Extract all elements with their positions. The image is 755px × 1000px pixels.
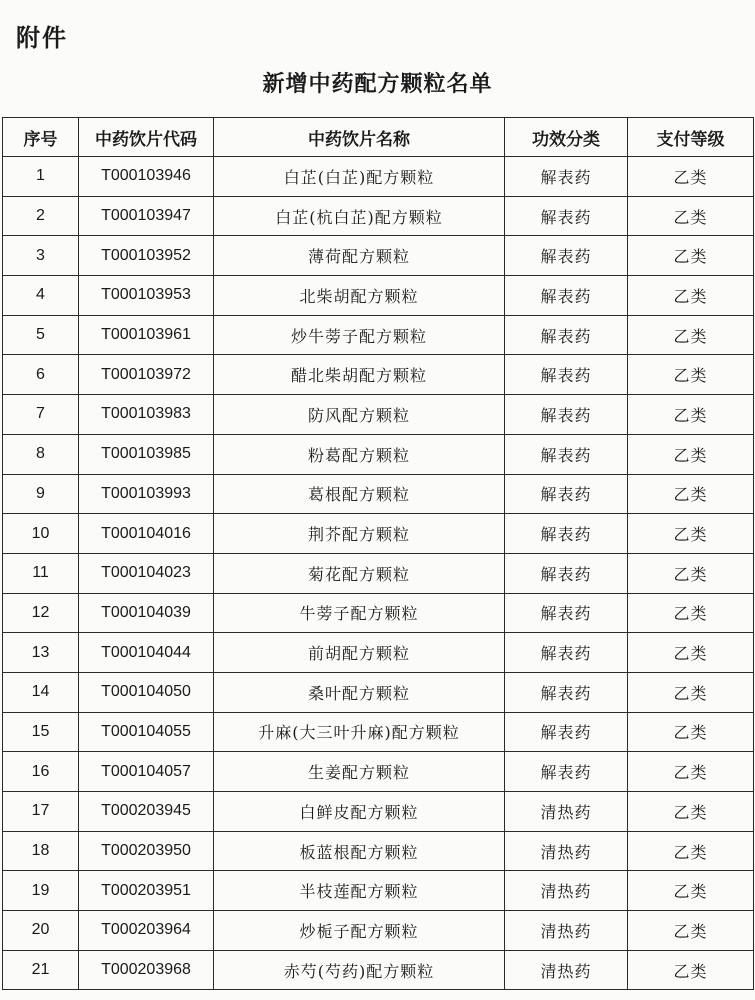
cell-grade: 乙类: [628, 553, 754, 593]
cell-grade: 乙类: [628, 474, 754, 514]
table-row: [3, 434, 754, 474]
cell-category: 解表药: [505, 236, 628, 276]
cell-seq: 4: [3, 276, 79, 316]
table-row: [3, 355, 754, 395]
cell-code: T000104016: [79, 514, 214, 554]
cell-code: T000103961: [79, 315, 214, 355]
cell-grade: 乙类: [628, 950, 754, 990]
cell-seq: 1: [3, 157, 79, 197]
cell-name: 醋北柴胡配方颗粒: [214, 355, 505, 395]
cell-category: 清热药: [505, 792, 628, 832]
table-row: [3, 315, 754, 355]
attachment-label: 附件: [16, 24, 68, 52]
cell-name: 葛根配方颗粒: [214, 474, 505, 514]
cell-seq: 16: [3, 752, 79, 792]
cell-code: T000104055: [79, 712, 214, 752]
cell-category: 解表药: [505, 712, 628, 752]
cell-grade: 乙类: [628, 276, 754, 316]
cell-seq: 13: [3, 633, 79, 673]
cell-code: T000104044: [79, 633, 214, 673]
table-body: [3, 157, 754, 990]
cell-grade: 乙类: [628, 792, 754, 832]
cell-grade: 乙类: [628, 593, 754, 633]
page-title: 新增中药配方颗粒名单: [262, 72, 493, 97]
cell-name: 薄荷配方颗粒: [214, 236, 505, 276]
cell-code: T000104057: [79, 752, 214, 792]
cell-code: T000203950: [79, 831, 214, 871]
cell-name: 白鲜皮配方颗粒: [214, 792, 505, 832]
table-row: [3, 672, 754, 712]
table-row: [3, 752, 754, 792]
cell-code: T000103947: [79, 196, 214, 236]
cell-category: 解表药: [505, 395, 628, 435]
cell-name: 白芷(杭白芷)配方颗粒: [214, 196, 505, 236]
cell-grade: 乙类: [628, 514, 754, 554]
granule-list-table: [2, 117, 754, 990]
cell-name: 牛蒡子配方颗粒: [214, 593, 505, 633]
table-row: [3, 514, 754, 554]
cell-name: 炒栀子配方颗粒: [214, 911, 505, 951]
table-row: [3, 236, 754, 276]
cell-name: 北柴胡配方颗粒: [214, 276, 505, 316]
cell-grade: 乙类: [628, 672, 754, 712]
table-row: [3, 474, 754, 514]
table-row: [3, 196, 754, 236]
cell-code: T000103983: [79, 395, 214, 435]
cell-seq: 6: [3, 355, 79, 395]
cell-code: T000103972: [79, 355, 214, 395]
cell-grade: 乙类: [628, 633, 754, 673]
cell-code: T000103952: [79, 236, 214, 276]
cell-category: 清热药: [505, 911, 628, 951]
cell-name: 白芷(白芷)配方颗粒: [214, 157, 505, 197]
cell-category: 解表药: [505, 434, 628, 474]
cell-grade: 乙类: [628, 395, 754, 435]
header-grade: 支付等级: [628, 118, 754, 157]
cell-category: 解表药: [505, 474, 628, 514]
cell-category: 解表药: [505, 593, 628, 633]
table-row: [3, 633, 754, 673]
cell-seq: 9: [3, 474, 79, 514]
table-row: [3, 712, 754, 752]
cell-grade: 乙类: [628, 315, 754, 355]
table-row: [3, 831, 754, 871]
table-row: [3, 157, 754, 197]
cell-category: 解表药: [505, 315, 628, 355]
cell-seq: 15: [3, 712, 79, 752]
cell-seq: 3: [3, 236, 79, 276]
cell-name: 板蓝根配方颗粒: [214, 831, 505, 871]
cell-code: T000103946: [79, 157, 214, 197]
cell-seq: 14: [3, 672, 79, 712]
cell-name: 粉葛配方颗粒: [214, 434, 505, 474]
cell-code: T000203968: [79, 950, 214, 990]
cell-grade: 乙类: [628, 831, 754, 871]
cell-category: 解表药: [505, 672, 628, 712]
cell-seq: 10: [3, 514, 79, 554]
table-row: [3, 395, 754, 435]
cell-name: 前胡配方颗粒: [214, 633, 505, 673]
cell-grade: 乙类: [628, 196, 754, 236]
cell-code: T000203964: [79, 911, 214, 951]
cell-code: T000203945: [79, 792, 214, 832]
cell-seq: 11: [3, 553, 79, 593]
table-row: [3, 911, 754, 951]
cell-category: 解表药: [505, 752, 628, 792]
cell-seq: 21: [3, 950, 79, 990]
cell-seq: 2: [3, 196, 79, 236]
cell-seq: 8: [3, 434, 79, 474]
cell-category: 解表药: [505, 553, 628, 593]
cell-seq: 5: [3, 315, 79, 355]
table-header-row: [3, 118, 754, 157]
cell-seq: 20: [3, 911, 79, 951]
cell-grade: 乙类: [628, 752, 754, 792]
header-category: 功效分类: [505, 118, 628, 157]
table-row: [3, 276, 754, 316]
cell-code: T000103985: [79, 434, 214, 474]
cell-code: T000203951: [79, 871, 214, 911]
cell-category: 解表药: [505, 276, 628, 316]
cell-grade: 乙类: [628, 236, 754, 276]
cell-name: 赤芍(芍药)配方颗粒: [214, 950, 505, 990]
cell-category: 解表药: [505, 196, 628, 236]
cell-category: 清热药: [505, 831, 628, 871]
cell-category: 解表药: [505, 355, 628, 395]
cell-seq: 7: [3, 395, 79, 435]
cell-category: 解表药: [505, 633, 628, 673]
cell-name: 桑叶配方颗粒: [214, 672, 505, 712]
cell-name: 防风配方颗粒: [214, 395, 505, 435]
cell-name: 荆芥配方颗粒: [214, 514, 505, 554]
cell-name: 炒牛蒡子配方颗粒: [214, 315, 505, 355]
cell-grade: 乙类: [628, 157, 754, 197]
cell-name: 生姜配方颗粒: [214, 752, 505, 792]
cell-grade: 乙类: [628, 871, 754, 911]
cell-grade: 乙类: [628, 712, 754, 752]
table-row: [3, 593, 754, 633]
table-row: [3, 871, 754, 911]
cell-grade: 乙类: [628, 434, 754, 474]
cell-seq: 12: [3, 593, 79, 633]
cell-seq: 19: [3, 871, 79, 911]
table-row: [3, 792, 754, 832]
header-seq: 序号: [3, 118, 79, 157]
cell-name: 升麻(大三叶升麻)配方颗粒: [214, 712, 505, 752]
cell-category: 解表药: [505, 157, 628, 197]
cell-code: T000104023: [79, 553, 214, 593]
cell-code: T000104050: [79, 672, 214, 712]
cell-code: T000104039: [79, 593, 214, 633]
cell-code: T000103993: [79, 474, 214, 514]
cell-seq: 17: [3, 792, 79, 832]
header-name: 中药饮片名称: [214, 118, 505, 157]
table-row: [3, 950, 754, 990]
cell-category: 清热药: [505, 871, 628, 911]
table-row: [3, 553, 754, 593]
cell-name: 菊花配方颗粒: [214, 553, 505, 593]
cell-grade: 乙类: [628, 355, 754, 395]
cell-category: 解表药: [505, 514, 628, 554]
header-code: 中药饮片代码: [79, 118, 214, 157]
cell-name: 半枝莲配方颗粒: [214, 871, 505, 911]
cell-code: T000103953: [79, 276, 214, 316]
cell-grade: 乙类: [628, 911, 754, 951]
cell-category: 清热药: [505, 950, 628, 990]
cell-seq: 18: [3, 831, 79, 871]
